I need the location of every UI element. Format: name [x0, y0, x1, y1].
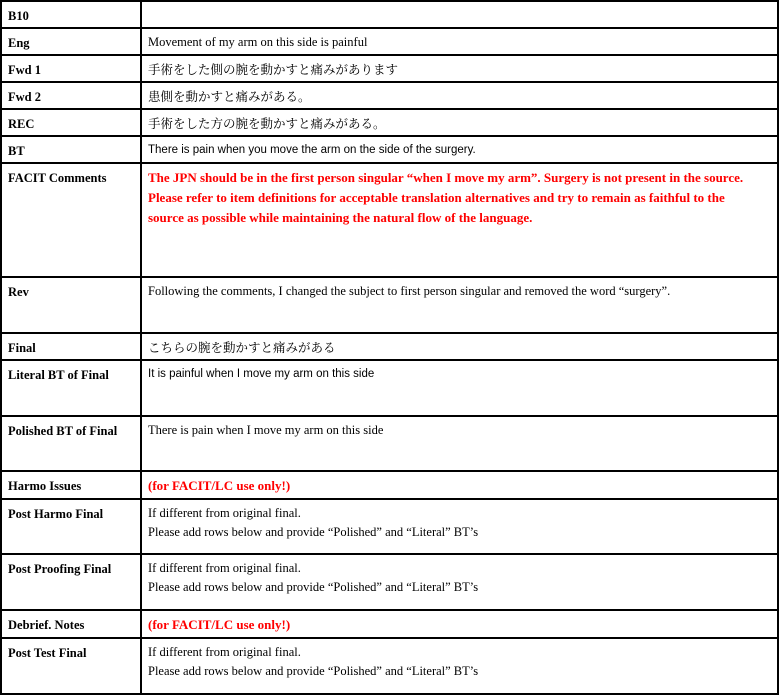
row-label: Rev	[1, 277, 141, 333]
row-value	[141, 55, 778, 82]
row-facit-comments	[1, 163, 778, 277]
row-debrief-notes	[1, 610, 778, 638]
row-fwd-2	[1, 82, 778, 109]
row-literal-bt-of-final	[1, 360, 778, 416]
value-line: If different from original final.	[148, 561, 301, 575]
row-label: Eng	[1, 28, 141, 55]
row-value	[141, 554, 778, 610]
row-harmo-issues	[1, 471, 778, 499]
value-line: 手術をした側の腕を動かすと痛みがあります	[148, 62, 399, 77]
value-line: 手術をした方の腕を動かすと痛みがある。	[148, 116, 386, 131]
row-label: Final	[1, 333, 141, 360]
value-line: The JPN should be in the first person singular “when I move my arm”. Surgery is not present in the source.	[148, 170, 744, 185]
value-line: If different from original final.	[148, 506, 301, 520]
row-label: Post Harmo Final	[1, 499, 141, 554]
row-value	[141, 360, 778, 416]
row-label: REC	[1, 109, 141, 136]
row-label: Post Test Final	[1, 638, 141, 694]
row-value	[141, 610, 778, 638]
value-line: Please add rows below and provide “Polished” and “Literal” BT’s	[148, 664, 479, 678]
value-line: (for FACIT/LC use only!)	[148, 617, 291, 632]
row-label: Fwd 1	[1, 55, 141, 82]
row-value	[141, 333, 778, 360]
row-label: Literal BT of Final	[1, 360, 141, 416]
value-line: (for FACIT/LC use only!)	[148, 478, 291, 493]
row-post-proofing-final	[1, 554, 778, 610]
row-eng	[1, 28, 778, 55]
row-label: FACIT Comments	[1, 163, 141, 277]
value-line: There is pain when I move my arm on this side	[148, 423, 384, 437]
row-value	[141, 1, 778, 28]
row-label: Fwd 2	[1, 82, 141, 109]
row-value	[141, 109, 778, 136]
row-label: Polished BT of Final	[1, 416, 141, 471]
row-value	[141, 471, 778, 499]
row-post-test-final	[1, 638, 778, 694]
row-value	[141, 277, 778, 333]
row-label: Post Proofing Final	[1, 554, 141, 610]
value-line: Please add rows below and provide “Polished” and “Literal” BT’s	[148, 580, 479, 594]
row-final	[1, 333, 778, 360]
value-line: Please add rows below and provide “Polished” and “Literal” BT’s	[148, 525, 479, 539]
row-label: Debrief. Notes	[1, 610, 141, 638]
row-post-harmo-final	[1, 499, 778, 554]
row-value	[141, 28, 778, 55]
value-line: source as possible while maintaining the natural flow of the language.	[148, 210, 533, 225]
row-label: B10	[1, 1, 141, 28]
row-b10	[1, 1, 778, 28]
row-value	[141, 163, 778, 277]
row-fwd-1	[1, 55, 778, 82]
row-value	[141, 638, 778, 694]
value-line: Movement of my arm on this side is painful	[148, 35, 368, 49]
row-rev	[1, 277, 778, 333]
value-line: Following the comments, I changed the subject to first person singular and removed the word “surgery”.	[148, 284, 671, 298]
row-label: BT	[1, 136, 141, 163]
value-line: It is painful when I move my arm on this side	[148, 368, 375, 380]
row-value	[141, 136, 778, 163]
value-line: There is pain when you move the arm on the side of the surgery.	[148, 144, 476, 156]
value-line: 患側を動かすと痛みがある。	[148, 89, 311, 104]
value-line: こちらの腕を動かすと痛みがある	[148, 340, 336, 355]
value-line: If different from original final.	[148, 645, 301, 659]
row-rec	[1, 109, 778, 136]
row-value	[141, 499, 778, 554]
row-value	[141, 82, 778, 109]
row-bt	[1, 136, 778, 163]
row-polished-bt-of-final	[1, 416, 778, 471]
row-value	[141, 416, 778, 471]
value-line: Please refer to item definitions for acceptable translation alternatives and try to remain as faithful to the	[148, 190, 725, 205]
row-label: Harmo Issues	[1, 471, 141, 499]
